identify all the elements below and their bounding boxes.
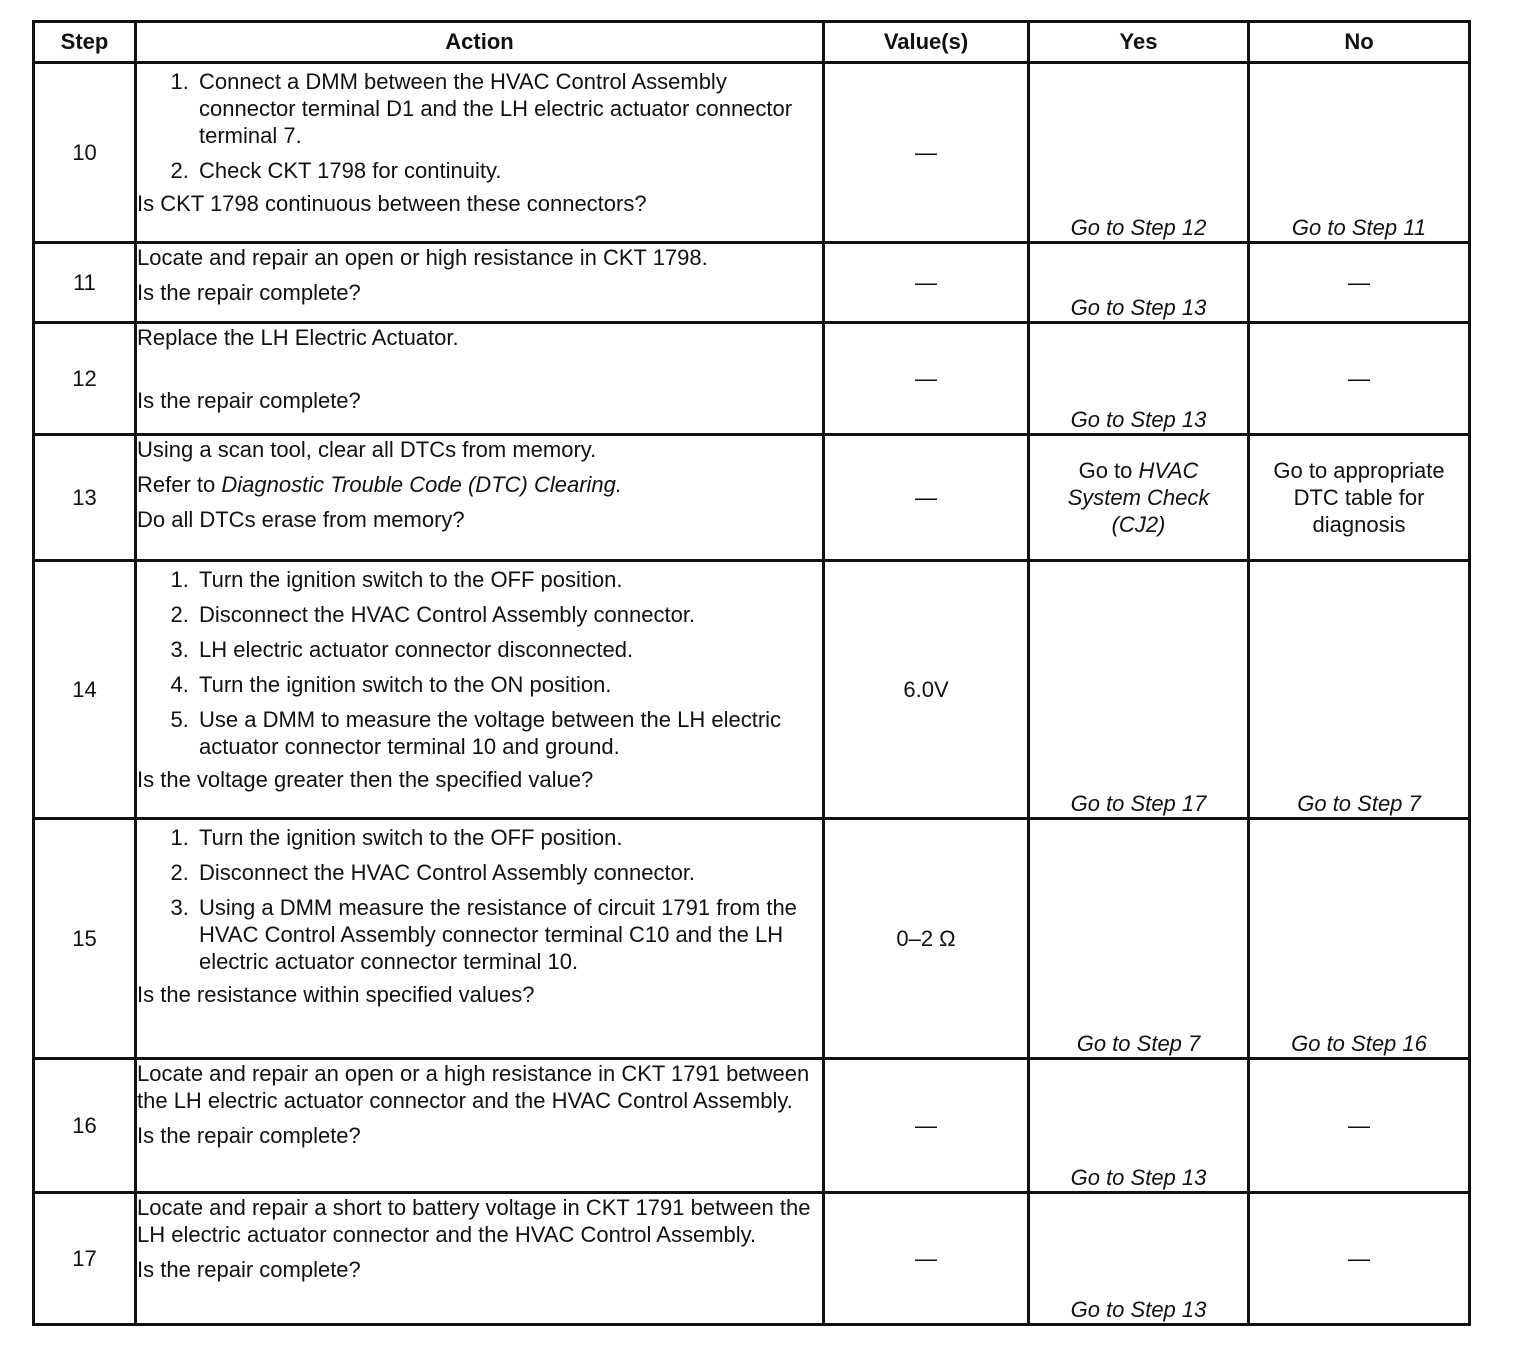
step-number: 17 [34,1193,136,1325]
action-cell [136,1193,824,1325]
action-text: Locate and repair an open or high resistance in CKT 1798. [137,245,708,270]
reference-link[interactable]: Diagnostic Trouble Code (DTC) Clearing. [221,472,623,497]
yes-cell: Go to Step 7 [1029,819,1249,1059]
action-text: Locate and repair an open or a high resistance in CKT 1791 between the LH electric actuator connector and the HVAC Control Assembly. [137,1061,810,1113]
action-question: Is the resistance within specified values? [137,982,535,1007]
yes-cell: Go to Step 13 [1029,323,1249,435]
reference-prefix: Refer to [137,472,222,497]
step-number: 14 [34,561,136,819]
yes-cell [1029,435,1249,561]
action-text: Locate and repair a short to battery voltage in CKT 1791 between the LH electric actuator connector and the HVAC Control Assembly. [137,1195,811,1247]
yes-cell: Go to Step 12 [1029,63,1249,243]
step-number: 10 [34,63,136,243]
diagnostic-table [32,20,1471,1326]
action-reference [137,471,822,498]
value-cell: — [824,63,1029,243]
header-no: No [1249,22,1470,63]
action-item: 3. Using a DMM measure the resistance of circuit 1791 from the HVAC Control Assembly connector terminal C10 and the LH electric actuator connector terminal 10. [195,894,822,975]
value-cell: — [824,435,1029,561]
yes-cell: Go to Step 13 [1029,1193,1249,1325]
step-number: 11 [34,243,136,323]
action-question: Is the repair complete? [137,1257,361,1282]
action-text: Using a scan tool, clear all DTCs from memory. [137,437,597,462]
action-item: 1. Turn the ignition switch to the OFF position. [195,566,822,593]
value-cell: 0–2 Ω [824,819,1029,1059]
no-cell: Go to appropriate DTC table for diagnosis [1249,435,1470,561]
header-values: Value(s) [824,22,1029,63]
table-row-step-12 [34,323,1470,435]
action-item: 4. Turn the ignition switch to the ON position. [195,671,822,698]
action-question: Is the voltage greater then the specified value? [137,767,594,792]
header-yes: Yes [1029,22,1249,63]
value-cell: — [824,1193,1029,1325]
no-cell: — [1249,1193,1470,1325]
action-cell [136,243,824,323]
step-number: 16 [34,1059,136,1193]
no-cell: Go to Step 11 [1249,63,1470,243]
no-cell: Go to Step 16 [1249,819,1470,1059]
table-row-step-11 [34,243,1470,323]
table-row-step-17 [34,1193,1470,1325]
action-cell [136,819,824,1059]
action-item: 1. Connect a DMM between the HVAC Control Assembly connector terminal D1 and the LH electric actuator connector terminal 7. [195,68,822,149]
table-row-step-13 [34,435,1470,561]
action-cell [136,435,824,561]
step-number: 15 [34,819,136,1059]
action-question: Is CKT 1798 continuous between these connectors? [137,191,647,216]
no-cell: — [1249,1059,1470,1193]
action-item: 2. Disconnect the HVAC Control Assembly connector. [195,601,822,628]
value-cell: — [824,323,1029,435]
header-row [34,22,1470,63]
action-item: 2. Check CKT 1798 for continuity. [195,157,822,184]
table-row-step-15 [34,819,1470,1059]
yes-cell: Go to Step 17 [1029,561,1249,819]
no-cell: — [1249,243,1470,323]
action-item: 5. Use a DMM to measure the voltage between the LH electric actuator connector terminal 10 and ground. [195,706,822,760]
action-question: Is the repair complete? [137,388,361,413]
action-cell [136,63,824,243]
no-cell: Go to Step 7 [1249,561,1470,819]
yes-reference-link[interactable]: HVAC System Check (CJ2) [1067,458,1210,537]
action-item: 1. Turn the ignition switch to the OFF position. [195,824,822,851]
action-list [137,566,822,760]
step-number: 12 [34,323,136,435]
value-cell: — [824,1059,1029,1193]
value-cell: 6.0V [824,561,1029,819]
no-cell: — [1249,323,1470,435]
yes-cell: Go to Step 13 [1029,243,1249,323]
action-cell [136,323,824,435]
table-row-step-10 [34,63,1470,243]
header-step: Step [34,22,136,63]
table-row-step-14 [34,561,1470,819]
action-item: 3. LH electric actuator connector disconnected. [195,636,822,663]
table-row-step-16 [34,1059,1470,1193]
header-action: Action [136,22,824,63]
yes-prefix: Go to [1078,458,1139,483]
action-cell [136,1059,824,1193]
step-number: 13 [34,435,136,561]
action-item: 2. Disconnect the HVAC Control Assembly connector. [195,859,822,886]
action-question: Do all DTCs erase from memory? [137,507,465,532]
value-cell: — [824,243,1029,323]
action-list [137,68,822,184]
action-question: Is the repair complete? [137,1123,361,1148]
action-cell [136,561,824,819]
action-question: Is the repair complete? [137,280,361,305]
yes-cell: Go to Step 13 [1029,1059,1249,1193]
action-text: Replace the LH Electric Actuator. [137,325,459,350]
action-list [137,824,822,975]
